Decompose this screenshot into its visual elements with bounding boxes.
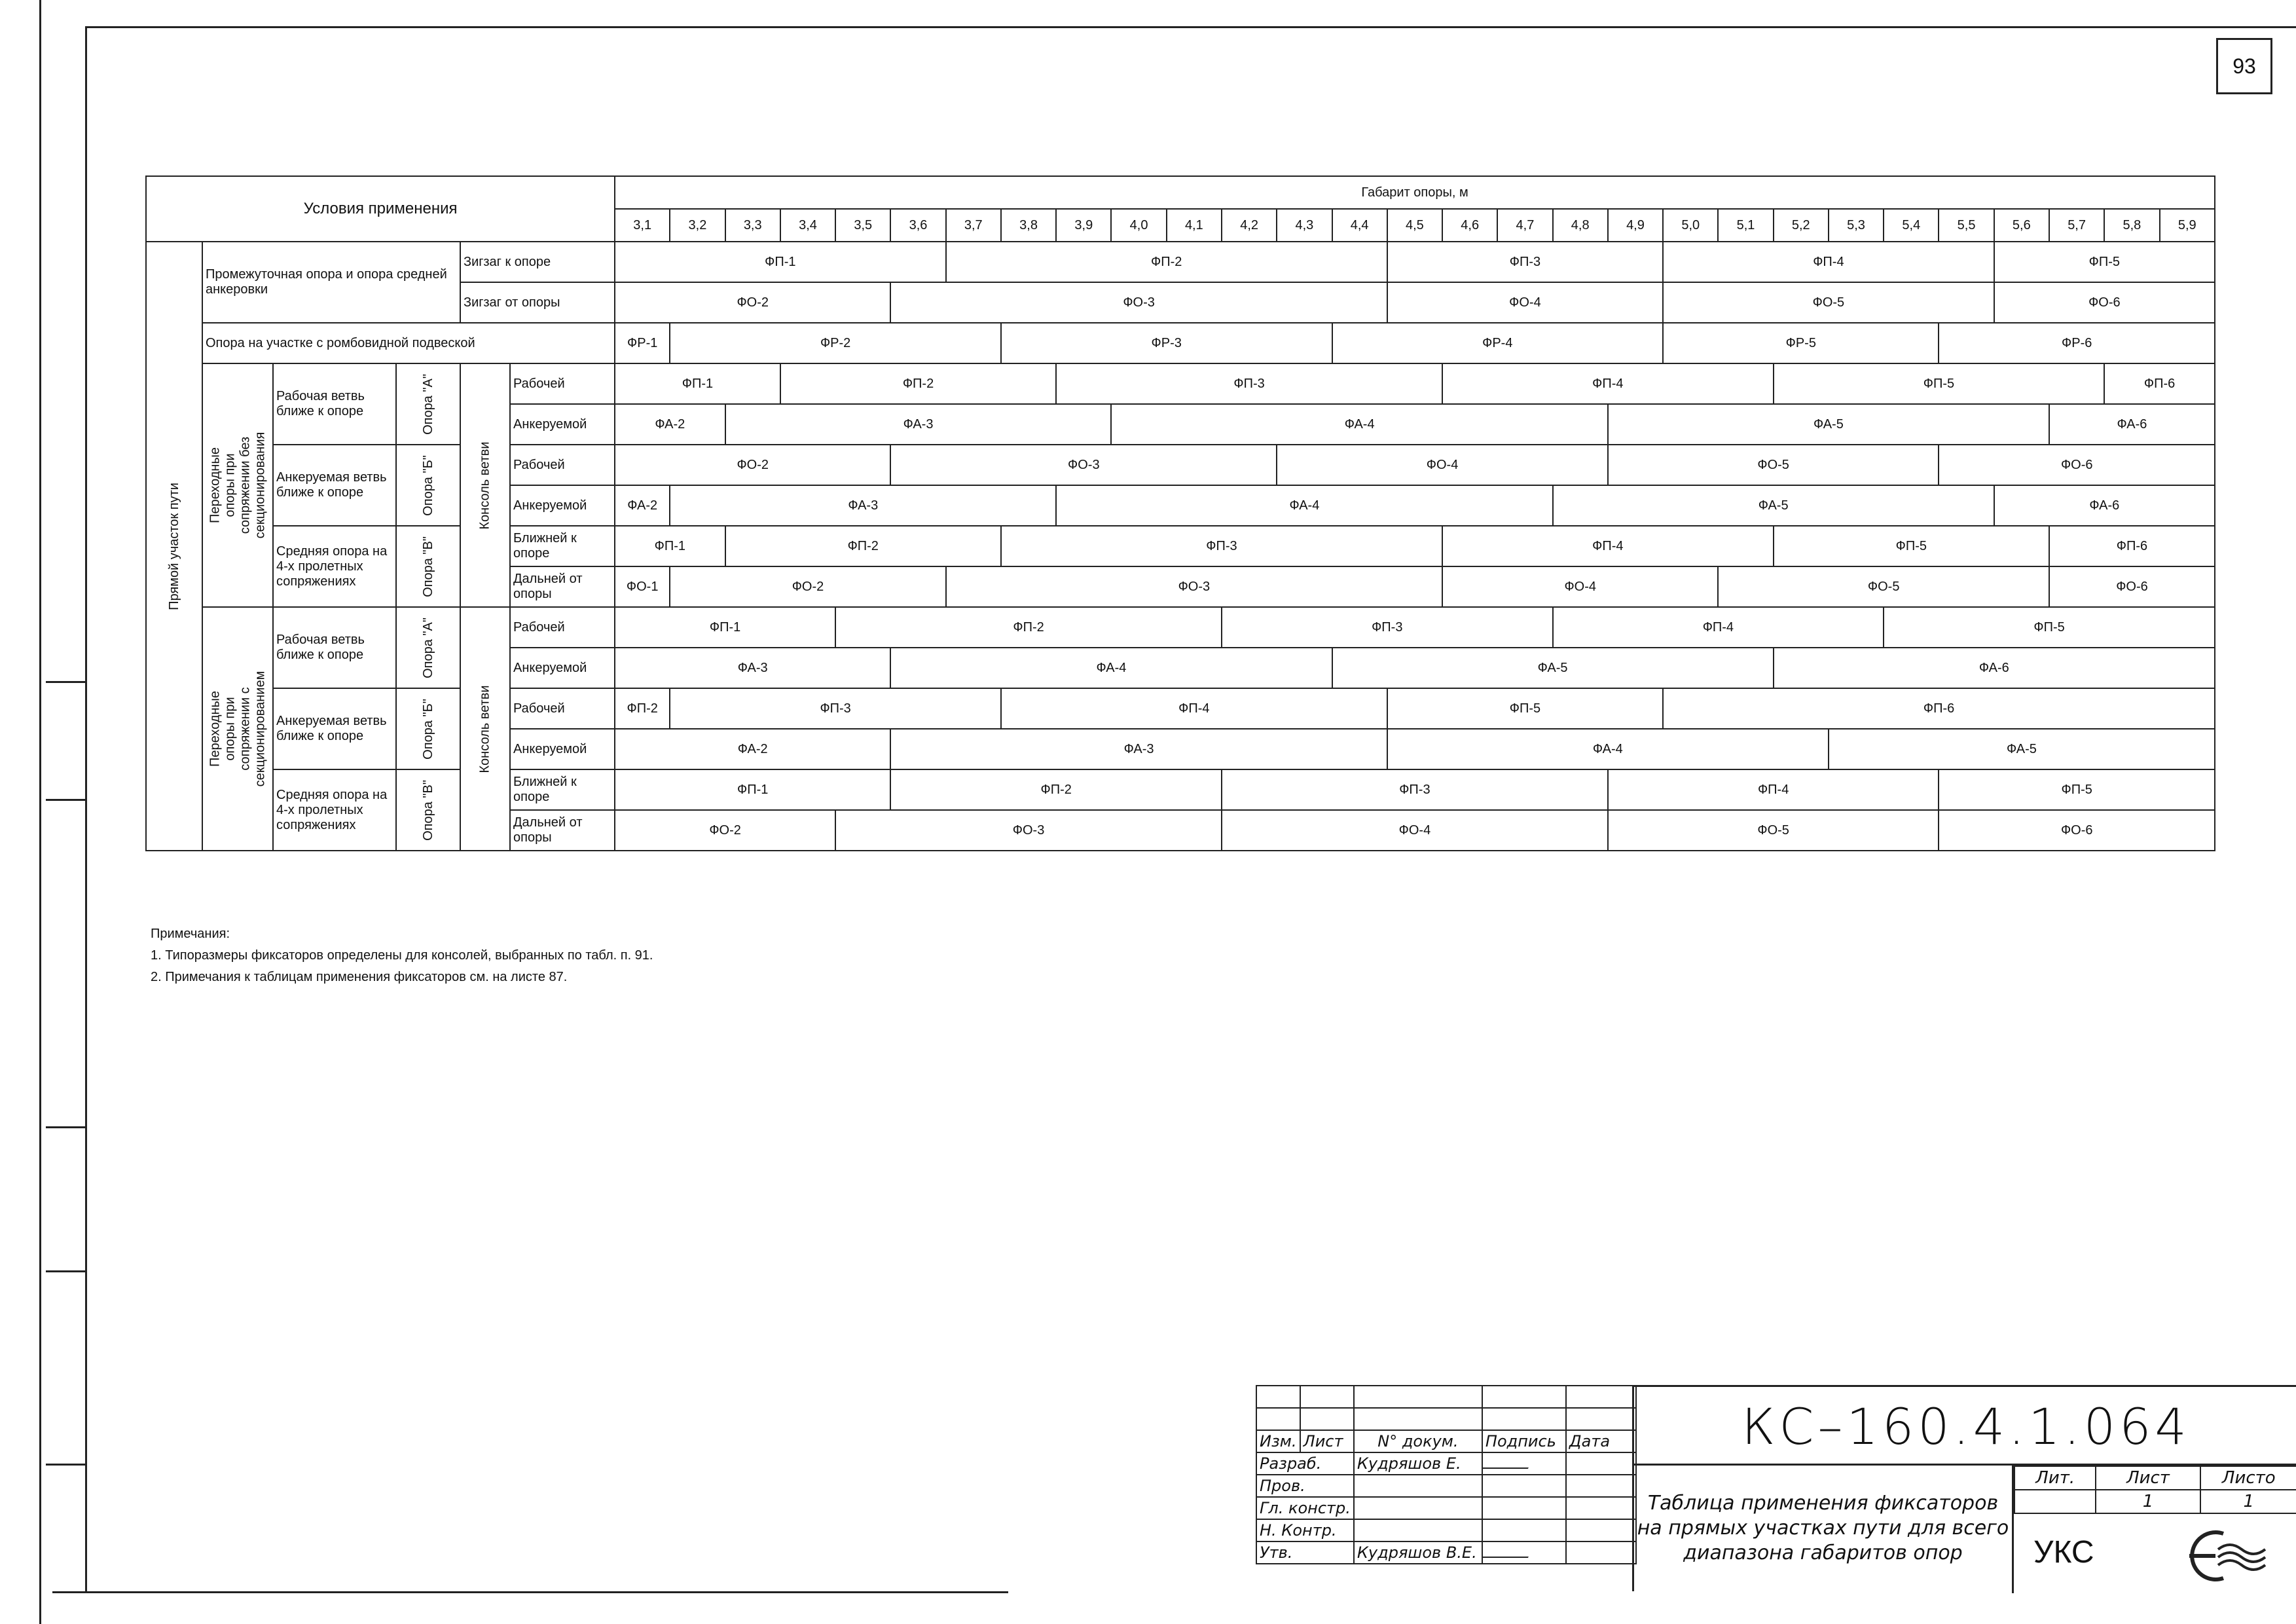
role-prov: Пров. [1256,1475,1354,1497]
col-izm: Изм. [1256,1430,1300,1452]
gabarit-cell: 4,9 [1608,209,1663,242]
fixator-cell: ФО-2 [670,566,945,607]
fixator-cell: ФА-3 [890,729,1387,769]
support-a-label: Опора "А" [396,607,460,688]
name-razrab: Кудряшов Е. [1354,1452,1482,1475]
col-sign: Подпись [1482,1430,1566,1452]
fixator-cell: ФП-5 [1939,769,2215,810]
fixator-cell: ФО-5 [1718,566,2049,607]
fixator-cell: ФА-4 [890,648,1332,688]
fixator-cell: ФО-5 [1608,445,1939,485]
fixator-cell: ФП-3 [670,688,1001,729]
revision-table [1256,1385,1637,1564]
fixator-cell: ФП-1 [615,526,725,566]
transition-sect-label: Переходные опоры при сопряжении с секционированием [202,607,273,851]
sheet-number: 93 [2216,38,2272,94]
anchored-label: Анкеруемой [510,485,615,526]
fixator-cell: ФП-2 [725,526,1001,566]
fixator-cell: ФА-6 [2049,404,2215,445]
fixator-cell: ФО-3 [946,566,1442,607]
gabarit-cell: 4,3 [1277,209,1332,242]
listov-label: Листо [2200,1466,2296,1490]
fixator-cell: ФА-6 [1994,485,2215,526]
fixator-cell: ФА-5 [1829,729,2215,769]
fixator-cell: ФП-1 [615,607,835,648]
fixator-cell: ФП-6 [2104,363,2215,404]
fixator-cell: ФП-4 [1442,363,1774,404]
gabarit-cell: 3,7 [946,209,1001,242]
fixator-cell: ФО-4 [1442,566,1718,607]
notes-title: Примечания: [151,927,230,941]
gabarit-cell: 4,4 [1332,209,1387,242]
working-branch-label: Рабочая ветвь ближе к опоре [273,607,396,688]
list-value: 1 [2096,1490,2200,1513]
col-date: Дата [1566,1430,1636,1452]
gabarit-cell: 4,1 [1167,209,1222,242]
role-nkontr: Н. Контр. [1256,1519,1354,1541]
fixator-cell: ФР-4 [1332,323,1664,363]
fixator-cell: ФА-5 [1332,648,1774,688]
fixator-cell: ФП-2 [890,769,1222,810]
gabarit-cell: 4,5 [1387,209,1442,242]
fixator-cell: ФА-5 [1608,404,2049,445]
far-label: Дальней от опоры [510,810,615,851]
gabarit-cell: 4,7 [1497,209,1552,242]
fixator-cell: ФП-3 [1387,242,1663,282]
zigzag-to-label: Зигзаг к опоре [460,242,615,282]
anchored-label: Анкеруемой [510,729,615,769]
document-title: Таблица применения фиксаторов на прямых участках пути для всего диапазона габаритов опор [1632,1464,2012,1591]
support-b-label: Опора "Б" [396,688,460,769]
note-2: 2. Примечания к таблицам применения фиксаторов см. на листе 87. [151,970,568,984]
col-list: Лист [1300,1430,1354,1452]
fixator-cell: ФП-6 [2049,526,2215,566]
fixator-cell: ФП-3 [1222,769,1608,810]
fixator-cell: ФП-5 [1774,526,2049,566]
fixator-cell: ФП-6 [1663,688,2215,729]
list-label: Лист [2096,1466,2200,1490]
support-a-label: Опора "А" [396,363,460,445]
fixator-cell: ФО-2 [615,810,835,851]
gabarit-cell: 3,4 [780,209,835,242]
fixator-cell: ФО-5 [1608,810,1939,851]
gabarit-cell: 4,8 [1553,209,1608,242]
fixator-cell: ФП-2 [835,607,1222,648]
gabarit-cell: 3,1 [615,209,670,242]
fixator-cell: ФР-2 [670,323,1001,363]
fixator-cell: ФР-5 [1663,323,1939,363]
zigzag-from-label: Зигзаг от опоры [460,282,615,323]
header-conditions: Условия применения [146,176,615,242]
fixator-table [145,175,2215,851]
gabarit-cell: 5,0 [1663,209,1718,242]
fixator-cell: ФО-4 [1387,282,1663,323]
fixator-cell: ФП-4 [1663,242,1994,282]
gabarit-cell: 3,3 [725,209,780,242]
fixator-cell: ФП-5 [1884,607,2215,648]
fixator-cell: ФА-3 [615,648,890,688]
margin-tick [46,799,85,801]
fixator-cell: ФП-1 [615,363,780,404]
lit-label: Лит. [2014,1466,2096,1490]
gabarit-cell: 5,9 [2160,209,2215,242]
gabarit-cell: 5,4 [1884,209,1939,242]
fixator-cell: ФО-4 [1277,445,1608,485]
gabarit-cell: 4,0 [1111,209,1166,242]
fixator-cell: ФП-2 [615,688,670,729]
gabarit-cell: 3,5 [835,209,890,242]
fixator-cell: ФА-2 [615,404,725,445]
notes-block [151,923,653,988]
transition-no-sect-label: Переходные опоры при сопряжении без секционирования [202,363,273,607]
fixator-cell: ФА-3 [725,404,1112,445]
working-label: Рабочей [510,363,615,404]
binding-margin-line [39,0,41,1624]
support-b-label: Опора "Б" [396,445,460,526]
fixator-cell: ФА-5 [1553,485,1994,526]
middle-support-label: Средняя опора на 4-х пролетных сопряжениях [273,769,396,851]
fixator-cell: ФО-3 [835,810,1222,851]
fixator-cell: ФП-1 [615,242,946,282]
nearest-label: Ближней к опоре [510,526,615,566]
fixator-cell: ФП-5 [1994,242,2215,282]
working-label: Рабочей [510,607,615,648]
gabarit-cell: 4,2 [1222,209,1277,242]
gabarit-cell: 5,8 [2104,209,2159,242]
middle-support-label: Средняя опора на 4-х пролетных сопряжениях [273,526,396,607]
console-branch-label: Консоль ветви [460,607,510,851]
signature-razrab [1482,1452,1566,1475]
fixator-cell: ФО-3 [890,445,1277,485]
fixator-cell: ФП-4 [1608,769,1939,810]
fixator-cell: ФП-5 [1774,363,2105,404]
note-1: 1. Типоразмеры фиксаторов определены для консолей, выбранных по табл. п. 91. [151,948,653,963]
fixator-cell: ФА-4 [1387,729,1829,769]
fixator-cell: ФР-1 [615,323,670,363]
name-utv: Кудряшов В.Е. [1354,1541,1482,1564]
anchored-label: Анкеруемой [510,404,615,445]
fixator-cell: ФО-6 [1994,282,2215,323]
working-branch-label: Рабочая ветвь ближе к опоре [273,363,396,445]
header-gabarit: Габарит опоры, м [615,176,2215,209]
fixator-cell: ФП-2 [946,242,1387,282]
straight-section-label: Прямой участок пути [146,242,202,851]
fixator-cell: ФП-4 [1553,607,1884,648]
anchored-label: Анкеруемой [510,648,615,688]
lit-table [2014,1466,2296,1514]
fixator-cell: ФП-4 [1001,688,1387,729]
fixator-cell: ФР-6 [1939,323,2215,363]
gabarit-cell: 5,2 [1774,209,1829,242]
fixator-cell: ФП-1 [615,769,890,810]
role-razrab: Разраб. [1256,1452,1354,1475]
organization-logo-icon [2178,1530,2269,1582]
role-utv: Утв. [1256,1541,1354,1564]
far-label: Дальней от опоры [510,566,615,607]
console-branch-label: Консоль ветви [460,363,510,607]
fixator-cell: ФП-3 [1056,363,1442,404]
fixator-cell: ФО-5 [1663,282,1994,323]
anchored-branch-label: Анкеруемая ветвь ближе к опоре [273,445,396,526]
gabarit-cell: 5,1 [1718,209,1773,242]
margin-tick [46,1126,85,1128]
gabarit-cell: 4,6 [1442,209,1497,242]
fixator-cell: ФО-6 [2049,566,2215,607]
fixator-cell: ФА-6 [1774,648,2215,688]
fixator-cell: ФО-4 [1222,810,1608,851]
organization-name: УКС [2033,1535,2094,1570]
fixator-cell: ФП-4 [1442,526,1774,566]
margin-tick [46,681,85,683]
fixator-cell: ФП-3 [1222,607,1553,648]
intermediate-support-label: Промежуточная опора и опора средней анкеровки [202,242,460,323]
fixator-cell: ФА-2 [615,729,890,769]
fixator-cell: ФО-6 [1939,810,2215,851]
fixator-cell: ФА-4 [1111,404,1607,445]
gabarit-cell: 5,5 [1939,209,1994,242]
fixator-cell: ФП-2 [780,363,1056,404]
fixator-cell: ФО-2 [615,445,890,485]
anchored-branch-label: Анкеруемая ветвь ближе к опоре [273,688,396,769]
fixator-cell: ФО-2 [615,282,890,323]
gabarit-cell: 5,6 [1994,209,2049,242]
fixator-cell: ФР-3 [1001,323,1332,363]
fixator-cell: ФП-3 [1001,526,1442,566]
gabarit-cell: 3,6 [890,209,945,242]
bottom-border-line [52,1591,1008,1593]
support-v-label: Опора "В" [396,769,460,851]
support-v-label: Опора "В" [396,526,460,607]
gabarit-cell: 5,3 [1829,209,1884,242]
signature-utv [1482,1541,1566,1564]
lit-block [2012,1464,2296,1593]
margin-tick [46,1270,85,1272]
gabarit-cell: 3,2 [670,209,725,242]
fixator-cell: ФО-6 [1939,445,2215,485]
gabarit-cell: 3,8 [1001,209,1056,242]
col-doc: N° докум. [1354,1430,1482,1452]
document-code: КС–160.4.1.064 [1632,1385,2296,1466]
listov-value: 1 [2200,1490,2296,1513]
title-block [1256,1385,2296,1591]
rhombic-support-label: Опора на участке с ромбовидной подвеской [202,323,615,363]
fixator-cell: ФА-3 [670,485,1056,526]
role-glkonstr: Гл. констр. [1256,1497,1354,1519]
fixator-cell: ФА-4 [1056,485,1552,526]
gabarit-cell: 5,7 [2049,209,2104,242]
gabarit-cell: 3,9 [1056,209,1111,242]
nearest-label: Ближней к опоре [510,769,615,810]
fixator-cell: ФА-2 [615,485,670,526]
fixator-cell: ФП-5 [1387,688,1663,729]
margin-tick [46,1464,85,1466]
working-label: Рабочей [510,688,615,729]
fixator-cell: ФО-3 [890,282,1387,323]
working-label: Рабочей [510,445,615,485]
fixator-cell: ФО-1 [615,566,670,607]
